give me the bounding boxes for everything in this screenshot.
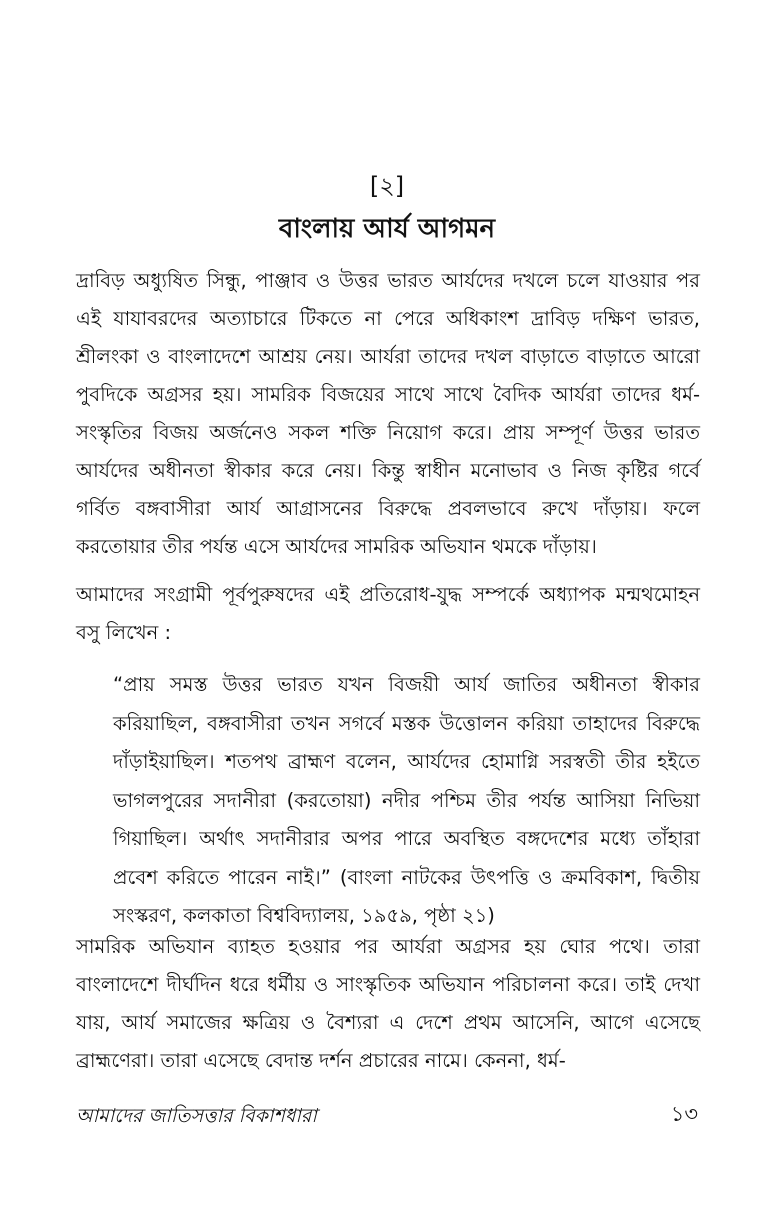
running-footer-title: আমাদের জাতিসত্তার বিকাশধারা bbox=[76, 1105, 317, 1127]
paragraph-2: আমাদের সংগ্রামী পূর্বপুরুষদের এই প্রতিরোধ-যুদ্ধ সম্পর্কে অধ্যাপক মন্মথমোহন বসু লিখেন : bbox=[76, 583, 700, 644]
page-number: ১৩ bbox=[670, 1102, 698, 1126]
paragraph-1: দ্রাবিড় অধ্যুষিত সিন্ধু, পাঞ্জাব ও উত্তর ভারত আর্যদের দখলে চলে যাওয়ার পর এই যাযাবরদের অত্যাচারে টিকতে না পেরে অধিকাংশ দ্রাবিড় দক্ষিণ ভারত, শ্রীলংকা ও বাংলাদেশে আশ্রয় নেয়। আর্যরা তাদের দখল বাড়াতে বাড়াতে আরো পুবদিকে অগ্রসর হয়। সামরিক বিজয়ের সাথে সাথে বৈদিক আর্যরা তাদের ধর্ম-সংস্কৃতির বিজয় অর্জনেও সকল শক্তি নিয়োগ করে। প্রায় সম্পূর্ণ উত্তর ভারত আর্যদের অধীনতা স্বীকার করে নেয়। কিন্তু স্বাধীন মনোভাব ও নিজ কৃষ্টির গর্বে গর্বিত বঙ্গবাসীরা আর্য আগ্রাসনের বিরুদ্ধে প্রবলভাবে রুখে দাঁড়ায়। ফলে করতোয়ার তীর পর্যন্ত এসে আর্যদের সামরিক অভিযান থমকে দাঁড়ায়। bbox=[76, 269, 700, 558]
chapter-number: [২] bbox=[369, 172, 405, 200]
chapter-title: বাংলায় আর্য আগমন bbox=[278, 214, 496, 244]
block-quote: “প্রায় সমস্ত উত্তর ভারত যখন বিজয়ী আর্য জাতির অধীনতা স্বীকার করিয়াছিল, বঙ্গবাসীরা তখন সগর্বে মস্তক উত্তোলন করিয়া তাহাদের বিরুদ্ধে দাঁড়াইয়াছিল। শতপথ ব্রাহ্মণ বলেন, আর্যদের হোমাগ্নি সরস্বতী তীর হইতে ভাগলপুরের সদানীরা (করতোয়া) নদীর পশ্চিম তীর পর্যন্ত আসিয়া নিভিয়া গিয়াছিল। অর্থাৎ সদানীরার অপর পারে অবস্থিত বঙ্গদেশের মধ্যে তাঁহারা প্রবেশ করিতে পারেন নাই।” (বাংলা নাটকের উৎপত্তি ও ক্রমবিকাশ, দ্বিতীয় সংস্করণ, কলকাতা বিশ্ববিদ্যালয়, ১৯৫৯, পৃষ্ঠা ২১) bbox=[113, 673, 700, 927]
paragraph-3: সামরিক অভিযান ব্যাহত হওয়ার পর আর্যরা অগ্রসর হয় ঘোর পথে। তারা বাংলাদেশে দীর্ঘদিন ধরে ধর্মীয় ও সাংস্কৃতিক অভিযান পরিচালনা করে। তাই দেখা যায়, আর্য সমাজের ক্ষত্রিয় ও বৈশ্যরা এ দেশে প্রথম আসেনি, আগে এসেছে ব্রাহ্মণেরা। তারা এসেছে বেদান্ত দর্শন প্রচারের নামে। কেননা, ধর্ম- bbox=[76, 935, 700, 1072]
